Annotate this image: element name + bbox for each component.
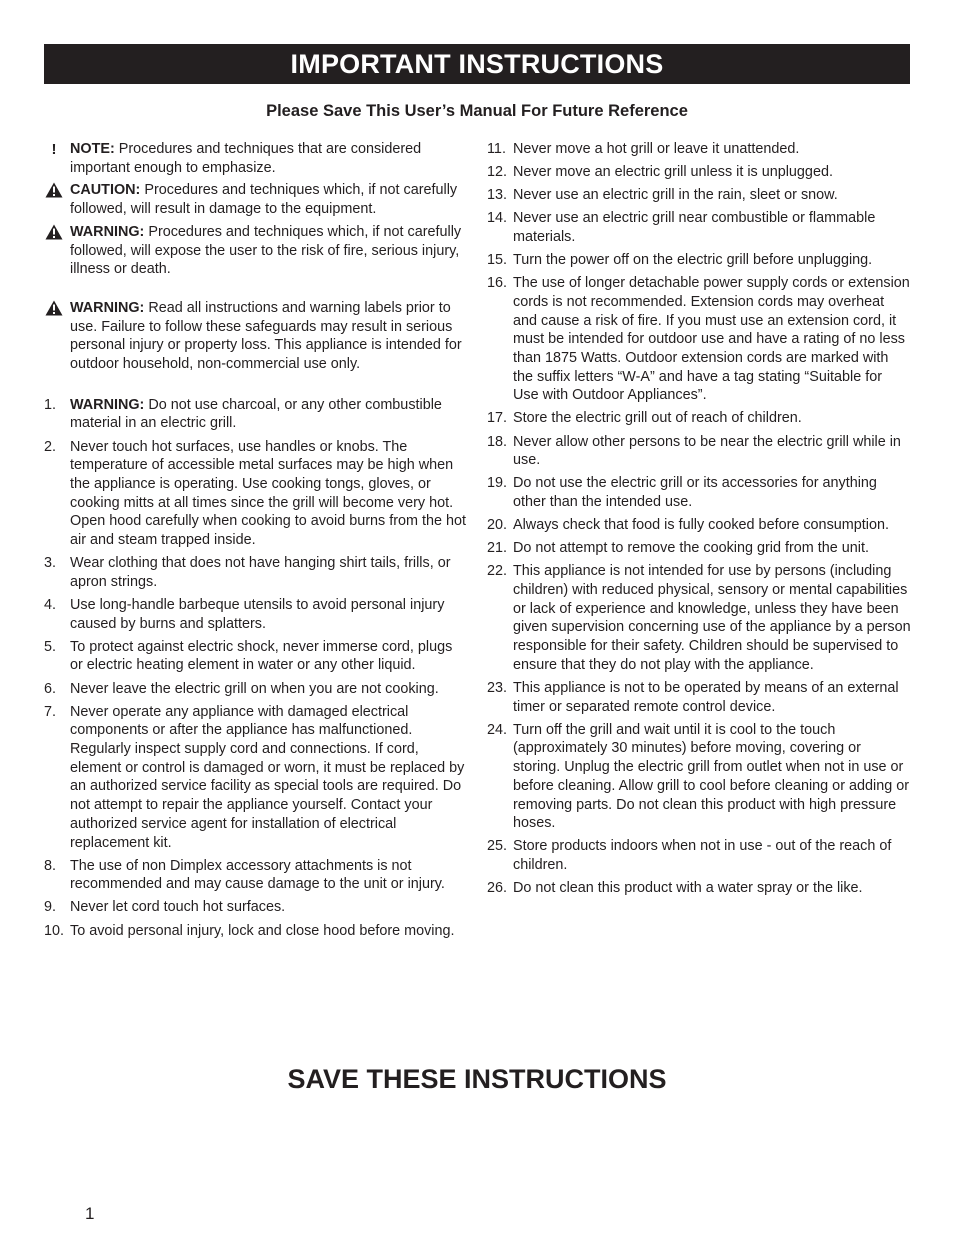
- exclamation-icon: !: [51, 141, 57, 158]
- caution-text: Procedures and techniques which, if not carefully followed, will result in damage to the equipment.: [70, 182, 458, 218]
- item-text: The use of longer detachable power supply cords or extension cords is not recommended. Extension cords may overheat and cause a risk of fire. If you must use an extension cord, it must be intended for outdoor use and have a rating of no less than 1875 Watts. Outdoor extension cords are marked with the suffix letters “W-A” and have a tag stating “Suitable for Use with Outdoor Appliances”.: [513, 275, 910, 404]
- item-number: 13.: [487, 187, 508, 204]
- item-text: Never leave the electric grill on when you are not cooking.: [70, 680, 439, 697]
- list-item: [487, 516, 911, 535]
- save-instructions-heading: SAVE THESE INSTRUCTIONS: [287, 1064, 667, 1094]
- item-text: Never move an electric grill unless it is unplugged.: [513, 164, 833, 181]
- item-number: 26.: [487, 880, 508, 897]
- item-text: Never use an electric grill in the rain, sleet or snow.: [513, 187, 838, 204]
- list-item: [44, 438, 469, 550]
- list-item: [487, 474, 911, 511]
- item-number: 8.: [44, 857, 57, 874]
- list-item: [44, 554, 469, 591]
- item-number: 12.: [487, 164, 508, 181]
- item-text: This appliance is not to be operated by means of an external timer or separated remote control device.: [513, 679, 899, 715]
- item-text: Never move a hot grill or leave it unattended.: [513, 141, 800, 157]
- item-number: 1.: [44, 396, 57, 413]
- item-number: 6.: [44, 680, 57, 697]
- item-text: Do not use the electric grill or its accessories for anything other than the intended use.: [513, 475, 877, 511]
- warning-text: Procedures and techniques which, if not carefully followed, will expose the user to the risk of fire, serious injury, illness or death.: [70, 223, 462, 278]
- list-item: [44, 680, 469, 699]
- warning-triangle-icon: [44, 300, 64, 322]
- list-item: [487, 721, 911, 833]
- item-number: 16.: [487, 275, 508, 292]
- list-item: [44, 898, 469, 917]
- page-subtitle: Please Save This User’s Manual For Future Reference: [266, 102, 688, 120]
- item-text: This appliance is not intended for use by persons (including children) with reduced physical, sensory or mental capabilities or lack of experience and knowledge, unless they have been given supervision concerning use of the appliance by a person responsible for their safety. Children should be supervised to ensure that they do not play with the appliance.: [513, 563, 911, 673]
- item-text: Do not use charcoal, or any other combustible material in an electric grill.: [70, 396, 442, 432]
- item-text: Never touch hot surfaces, use handles or knobs. The temperature of accessible metal surfaces may be high when the appliance is operating. Use cooking tongs, gloves, or cooking mitts at all times since the grill will become very hot. Open hood carefully when cooking to avoid burns from the hot air and steam trapped inside.: [70, 438, 466, 549]
- item-number: 21.: [487, 540, 508, 557]
- warning-notice: [44, 223, 469, 279]
- warning-triangle-icon: [44, 224, 64, 246]
- item-number: 14.: [487, 210, 508, 227]
- page-title: IMPORTANT INSTRUCTIONS: [44, 44, 910, 84]
- list-item: [487, 409, 911, 428]
- left-column: [44, 140, 469, 945]
- item-number: 23.: [487, 679, 508, 696]
- item-number: 5.: [44, 638, 57, 655]
- item-number: 2.: [44, 438, 57, 455]
- item-text: The use of non Dimplex accessory attachments is not recommended and may cause damage to the unit or injury.: [70, 857, 445, 893]
- item-text: Turn off the grill and wait until it is cool to the touch (approximately 30 minutes) before moving, covering or storing. Unplug the electric grill from outlet when not in use or before cleaning. Allow grill to cool before cleaning or adding or removing parts. Do not clean this product with high pressure hoses.: [513, 721, 909, 832]
- list-item: [44, 638, 469, 675]
- item-text: Never let cord touch hot surfaces.: [70, 899, 286, 916]
- note-label: NOTE:: [70, 141, 115, 157]
- item-text: Never allow other persons to be near the electric grill while in use.: [513, 433, 901, 469]
- item-text: Store the electric grill out of reach of children.: [513, 410, 802, 427]
- warning-read-notice: [44, 299, 469, 374]
- list-item: [487, 163, 911, 182]
- item-number: 11.: [487, 141, 506, 157]
- item-text: Wear clothing that does not have hanging shirt tails, frills, or apron strings.: [70, 555, 451, 590]
- list-item: [44, 596, 469, 633]
- item-number: 7.: [44, 703, 57, 720]
- item-text: To avoid personal injury, lock and close hood before moving.: [70, 922, 455, 939]
- item-text: Do not attempt to remove the cooking grid from the unit.: [513, 540, 869, 557]
- list-item: [487, 209, 911, 246]
- page-number: 1: [85, 1204, 95, 1223]
- item-text: Turn the power off on the electric grill before unplugging.: [513, 252, 873, 269]
- item-number: 9.: [44, 899, 57, 916]
- warning-label: WARNING:: [70, 223, 145, 240]
- item-number: 18.: [487, 433, 508, 450]
- list-item: [487, 140, 911, 159]
- item-number: 25.: [487, 838, 508, 855]
- list-item: [487, 251, 911, 270]
- list-item: [487, 433, 911, 470]
- item-number: 3.: [44, 555, 57, 572]
- list-item: [44, 857, 469, 894]
- list-item: [487, 679, 911, 716]
- item-number: 22.: [487, 563, 508, 580]
- list-item: [487, 274, 911, 405]
- list-item: [487, 186, 911, 205]
- note-notice: [44, 140, 469, 177]
- note-text: Procedures and techniques that are considered important enough to emphasize.: [70, 141, 422, 176]
- item-text: Do not clean this product with a water spray or the like.: [513, 880, 863, 897]
- item-number: 19.: [487, 475, 508, 492]
- caution-notice: [44, 181, 469, 218]
- item-text: Store products indoors when not in use - out of the reach of children.: [513, 838, 892, 874]
- right-column: [487, 140, 911, 902]
- list-item: [487, 837, 911, 874]
- item-text: Never operate any appliance with damaged electrical components or after the appliance has malfunctioned. Regularly inspect supply cord and connections. If cord, element or control is damaged or worn, it must be replaced by an authorized service facility as special tools are required. Do not attempt to repair the appliance yourself. Contact your authorized service agent for installation of electrical replacement kit.: [70, 703, 465, 851]
- list-item: [487, 879, 911, 898]
- list-item: [487, 539, 911, 558]
- item-label: WARNING:: [70, 396, 145, 413]
- list-item: [44, 703, 469, 853]
- item-text: To protect against electric shock, never immerse cord, plugs or electric heating element in water or any other liquid.: [70, 638, 453, 674]
- item-number: 15.: [487, 252, 508, 269]
- warning-read-label: WARNING:: [70, 299, 145, 316]
- warning-triangle-icon: [44, 182, 64, 204]
- list-item: [44, 396, 469, 433]
- list-item: [487, 562, 911, 674]
- item-number: 17.: [487, 410, 508, 427]
- item-text: Use long-handle barbeque utensils to avoid personal injury caused by burns and splatters.: [70, 596, 445, 632]
- item-number: 20.: [487, 517, 508, 534]
- item-number: 4.: [44, 596, 57, 613]
- item-text: Always check that food is fully cooked before consumption.: [513, 517, 889, 534]
- list-item: [44, 922, 469, 941]
- item-number: 10.: [44, 922, 65, 939]
- caution-label: CAUTION:: [70, 182, 141, 199]
- item-number: 24.: [487, 721, 508, 738]
- item-text: Never use an electric grill near combustible or flammable materials.: [513, 210, 876, 245]
- warning-read-text: Read all instructions and warning labels prior to use. Failure to follow these safeguards may result in serious personal injury or property loss. This appliance is intended for outdoor household, non-commercial use only.: [70, 299, 462, 373]
